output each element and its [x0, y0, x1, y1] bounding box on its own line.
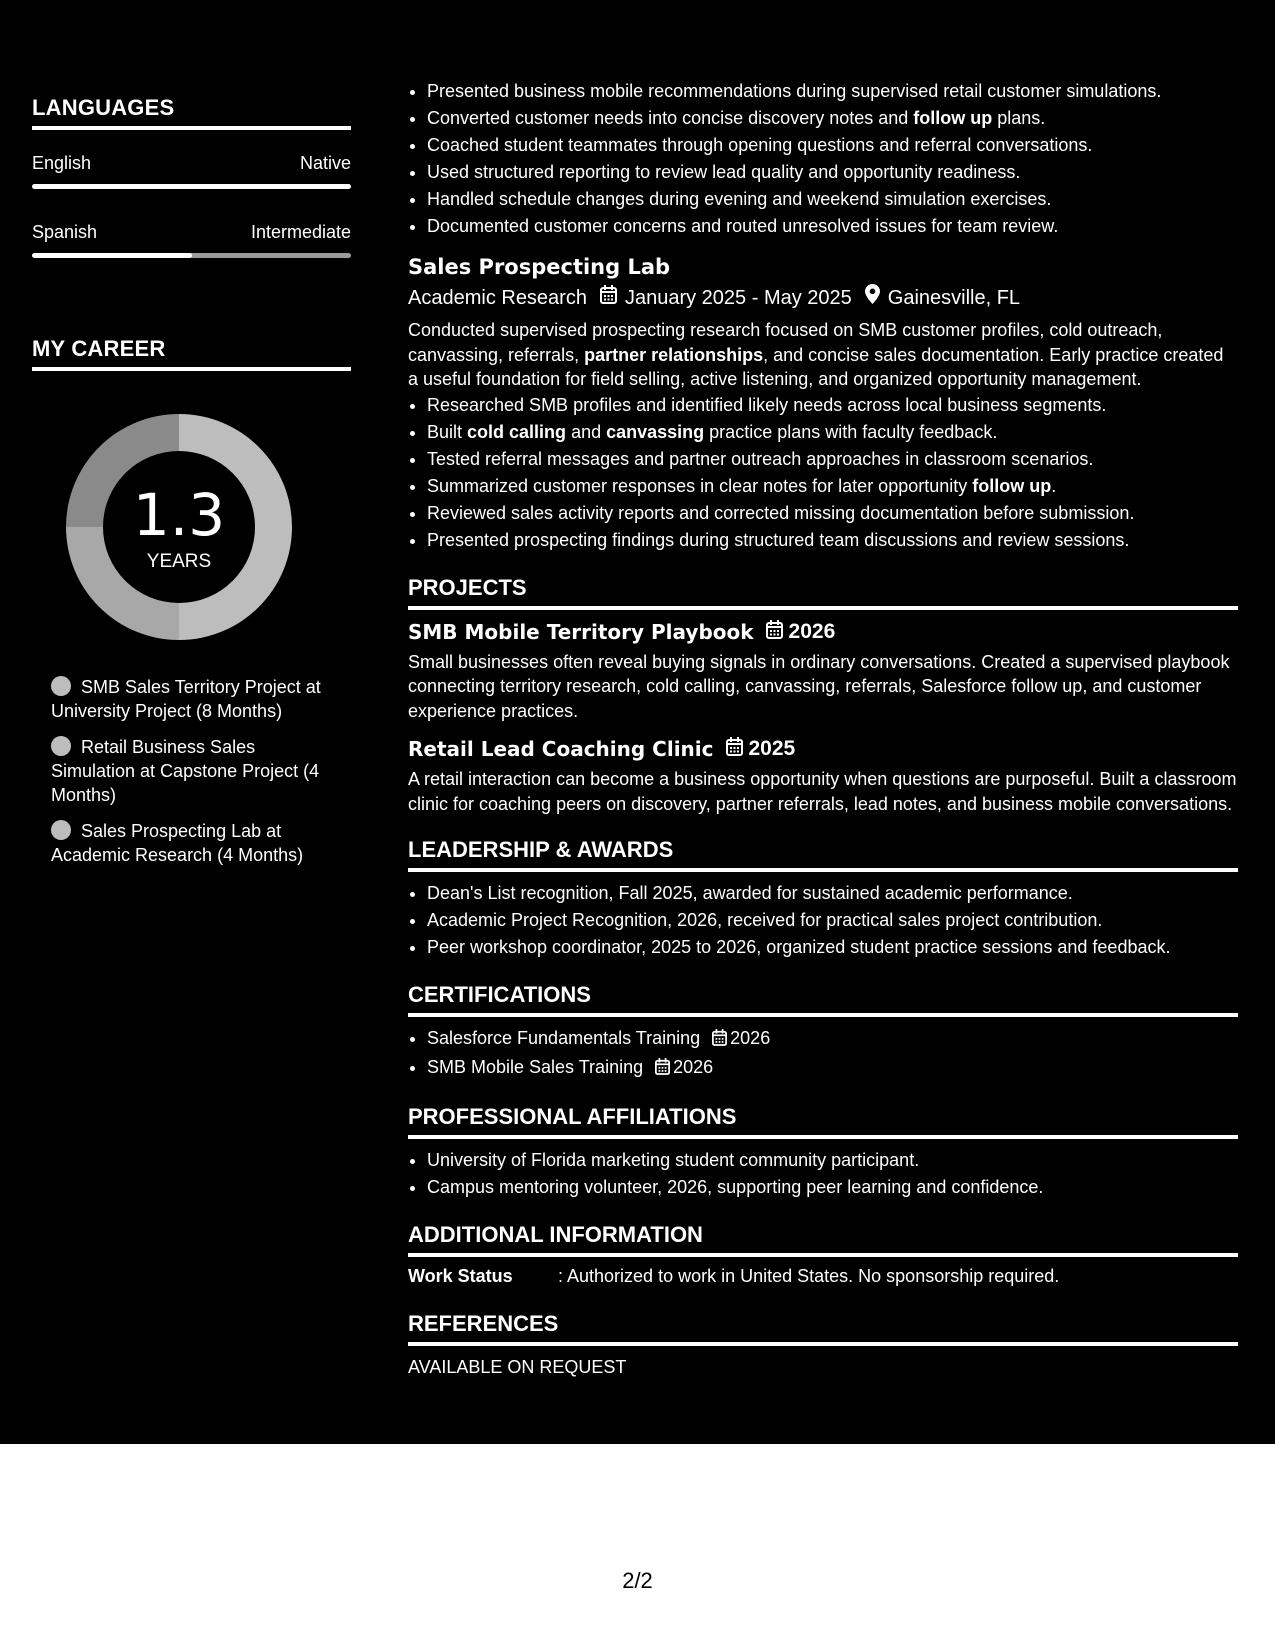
bullet-item: • Academic Project Recognition, 2026, received for practical sales project contribution. — [427, 907, 1238, 934]
work-status-value: : Authorized to work in United States. No sponsorship required. — [558, 1266, 1060, 1286]
project-year: 2026 — [788, 619, 836, 643]
language-bar-spanish — [32, 253, 351, 258]
bullet-dot-icon — [51, 820, 71, 840]
project-description: Small businesses often reveal buying signals in ordinary conversations. Created a supervised playbook connecting territory research, cold calling, canvassing, referrals, Salesforce follow up, and customer experience practices. — [408, 651, 1230, 721]
bullet-item: • Researched SMB profiles and identified likely needs across local business segments. — [427, 392, 1238, 419]
bullet-item: • Reviewed sales activity reports and corrected missing documentation before submission. — [427, 500, 1238, 527]
bullet-item: • Peer workshop coordinator, 2025 to 2026, organized student practice sessions and feedback. — [427, 934, 1238, 961]
certifications-heading: CERTIFICATIONS — [408, 982, 591, 1007]
language-level: Intermediate — [250, 222, 351, 242]
section-rule — [408, 1342, 1238, 1346]
experience-tail-bullets — [408, 78, 1238, 240]
projects-heading: PROJECTS — [408, 574, 527, 600]
bullet-item: • Dean's List recognition, Fall 2025, awarded for sustained academic performance. — [427, 880, 1238, 907]
career-list — [51, 675, 331, 879]
bullet-item: • Presented prospecting findings during structured team discussions and review sessions. — [427, 527, 1238, 554]
bullet-item: • Tested referral messages and partner outreach approaches in classroom scenarios. — [427, 446, 1238, 473]
section-rule — [408, 1135, 1238, 1139]
certification-item — [427, 1025, 1238, 1054]
language-name: English — [32, 153, 92, 173]
bullet-item: • Handled schedule changes during evening and weekend simulation exercises. — [427, 186, 1238, 213]
career-donut-chart — [66, 414, 292, 640]
career-item-text: Retail Business Sales Simulation at Capstone Project (4 Months) — [51, 737, 320, 805]
language-bar-english — [32, 184, 351, 189]
experience-org: Academic Research — [408, 287, 587, 309]
main-content — [408, 78, 1238, 1381]
bullet-item: • Built cold calling and canvassing practice plans with faculty feedback. — [427, 419, 1238, 446]
language-bar-fill — [32, 253, 192, 258]
calendar-icon — [726, 735, 743, 763]
experience-title: Sales Prospecting Lab — [408, 255, 671, 279]
career-item — [51, 735, 331, 807]
language-bar-fill — [32, 184, 351, 189]
project-description: A retail interaction can become a business opportunity when questions are purposeful. Built a classroom clinic for coaching peers on discovery, partner referrals, lead notes, and business mobile conversations. — [408, 769, 1237, 814]
page-number: 2/2 — [622, 1568, 653, 1593]
additional-info-heading: ADDITIONAL INFORMATION — [408, 1222, 703, 1247]
references-text: AVAILABLE ON REQUEST — [408, 1357, 627, 1377]
bold-phrase: follow up — [972, 475, 1052, 496]
certification-year: 2026 — [673, 1057, 714, 1077]
bold-phrase: cold calling — [467, 421, 567, 442]
references-heading: REFERENCES — [408, 1311, 559, 1336]
bullet-item: • Converted customer needs into concise discovery notes and follow up plans. — [427, 105, 1238, 132]
career-item-text: Sales Prospecting Lab at Academic Research (4 Months) — [51, 821, 304, 865]
project-title-row — [408, 618, 1238, 646]
certifications-list — [408, 1025, 1238, 1083]
work-status-row — [408, 1263, 1238, 1290]
project-title-row — [408, 735, 1238, 763]
language-name: Spanish — [32, 222, 98, 242]
project-title: Retail Lead Coaching Clinic — [408, 737, 714, 761]
language-level: Native — [299, 153, 351, 173]
calendar-icon — [655, 1056, 670, 1083]
leadership-list — [408, 880, 1238, 961]
experience-summary: Conducted supervised prospecting research focused on SMB customer profiles, cold outreach, canvassing, referrals, partner relationships, and concise sales documentation. Early practice created a useful foundation for field selling, active listening, and organized opportunity management. — [408, 320, 1224, 389]
certification-name: Salesforce Fundamentals Training — [427, 1028, 701, 1048]
section-rule — [408, 868, 1238, 872]
bullet-item: • Coached student teammates through opening questions and referral conversations. — [427, 132, 1238, 159]
bold-phrase: partner relationships — [584, 344, 764, 365]
certification-name: SMB Mobile Sales Training — [427, 1057, 644, 1077]
section-rule — [408, 606, 1238, 610]
bold-phrase: follow up — [913, 108, 993, 128]
bullet-dot-icon — [51, 676, 71, 696]
bullet-item: • University of Florida marketing student community participant. — [427, 1147, 1238, 1174]
career-item — [51, 819, 331, 867]
language-row-english — [32, 153, 351, 174]
leadership-heading: LEADERSHIP & AWARDS — [408, 837, 674, 862]
career-total-unit: YEARS — [146, 551, 212, 572]
language-row-spanish — [32, 222, 351, 243]
experience-location: Gainesville, FL — [887, 287, 1021, 309]
section-rule — [408, 1013, 1238, 1017]
career-heading: MY CAREER — [32, 336, 166, 361]
affiliations-list — [408, 1147, 1238, 1201]
affiliations-heading: PROFESSIONAL AFFILIATIONS — [408, 1104, 737, 1129]
certification-item — [427, 1054, 1238, 1083]
section-rule — [408, 1253, 1238, 1257]
experience-meta — [408, 282, 1238, 314]
calendar-icon — [766, 618, 783, 646]
sidebar — [0, 0, 382, 1444]
experience-bullets — [408, 392, 1238, 554]
calendar-icon — [600, 282, 617, 314]
bullet-item: • Summarized customer responses in clear notes for later opportunity follow up. — [427, 473, 1238, 500]
calendar-icon — [712, 1027, 727, 1054]
bullet-item: • Presented business mobile recommendations during supervised retail customer simulations. — [427, 78, 1238, 105]
project-title: SMB Mobile Territory Playbook — [408, 619, 754, 644]
work-status-label: Work Status — [408, 1266, 513, 1286]
certification-year: 2026 — [730, 1028, 771, 1048]
career-item-text: SMB Sales Territory Project at University Project (8 Months) — [51, 677, 321, 721]
languages-heading-rule — [32, 126, 351, 130]
experience-dates: January 2025 - May 2025 — [624, 287, 852, 309]
bullet-item: • Used structured reporting to review lead quality and opportunity readiness. — [427, 159, 1238, 186]
project-year: 2025 — [748, 737, 796, 760]
location-pin-icon — [865, 282, 880, 314]
bullet-item: • Documented customer concerns and routed unresolved issues for team review. — [427, 213, 1238, 240]
career-item — [51, 675, 331, 723]
bold-phrase: canvassing — [606, 421, 705, 442]
career-total-value: 1.3 — [132, 481, 226, 549]
career-heading-rule — [32, 367, 351, 371]
languages-heading: LANGUAGES — [32, 95, 175, 120]
bullet-item: • Campus mentoring volunteer, 2026, supporting peer learning and confidence. — [427, 1174, 1238, 1201]
bullet-dot-icon — [51, 736, 71, 756]
